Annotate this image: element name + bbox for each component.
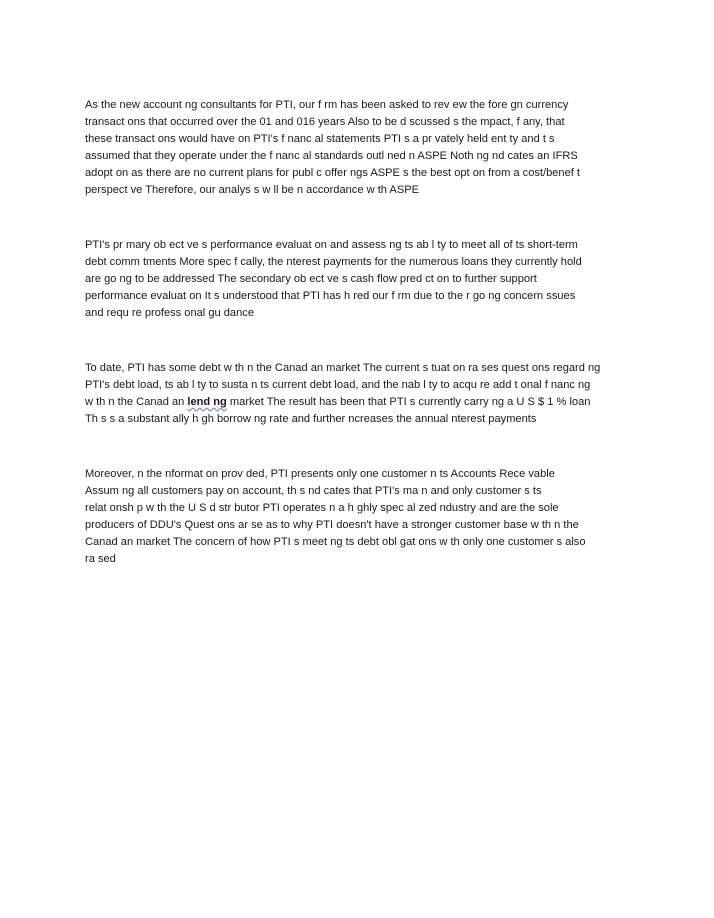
text-line: producers of DDU's Quest ons ar se as to why PTI doesn't have a stronger customer base w th n the [85,519,579,531]
text-line: PTI's pr mary ob ect ve s performance evaluat on and assess ng ts ab l ty to meet all of ts short-term [85,239,578,251]
text-run: market The result has been that PTI s currently carry ng a U S $ 1 % loan [226,396,591,408]
text-line: Th s s a substant ally h gh borrow ng rate and further ncreases the annual nterest payments [85,413,537,425]
text-line: relat onsh p w th the U S d str butor PTI operates n a h ghly spec al zed ndustry and are the sole [85,502,559,514]
text-line: ra sed [85,553,116,565]
text-line: Assum ng all customers pay on account, th s nd cates that PTI's ma n and only customer s ts [85,485,542,497]
paragraph-1 [85,97,645,199]
text-line: PTI's debt load, ts ab l ty to susta n ts current debt load, and the nab l ty to acqu re add t onal f nanc ng [85,379,591,391]
text-line: adopt on as there are no current plans for publ c offer ngs ASPE s the best opt on from a cost/benef t [85,167,580,179]
paragraph-4 [85,466,645,568]
text-line: performance evaluat on It s understood that PTI has h red our f rm due to the r go ng concern ssues [85,290,576,302]
text-line: assumed that they operate under the f nanc al standards outl ned n ASPE Noth ng nd cates an IFRS [85,150,578,162]
text-line: Moreover, n the nformat on prov ded, PTI presents only one customer n ts Accounts Rece vable [85,468,555,480]
text-line: perspect ve Therefore, our analys s w ll be n accordance w th ASPE [85,184,420,196]
text-line: To date, PTI has some debt w th n the Canad an market The current s tuat on ra ses quest ons regard ng [85,362,601,374]
document-body [85,97,645,606]
paragraph-3 [85,360,645,428]
text-line: these transact ons would have on PTI's f nanc al statements PTI s a pr vately held ent ty and t s [85,133,555,145]
text-line: debt comm tments More spec f cally, the nterest payments for the numerous loans they currently hold [85,256,582,268]
text-line: transact ons that occurred over the 01 and 016 years Also to be d scussed s the mpact, f any, that [85,116,565,128]
text-line [85,394,645,411]
spellcheck-marked-word[interactable]: lend ng [187,396,227,408]
text-run: w th n the Canad an [85,396,188,408]
text-line: Canad an market The concern of how PTI s meet ng ts debt obl gat ons w th only one customer s also [85,536,586,548]
text-line: are go ng to be addressed The secondary ob ect ve s cash flow pred ct on to further support [85,273,537,285]
paragraph-2 [85,237,645,322]
text-line: and requ re profess onal gu dance [85,307,254,319]
text-line: As the new account ng consultants for PTI, our f rm has been asked to rev ew the fore gn currency [85,99,569,111]
